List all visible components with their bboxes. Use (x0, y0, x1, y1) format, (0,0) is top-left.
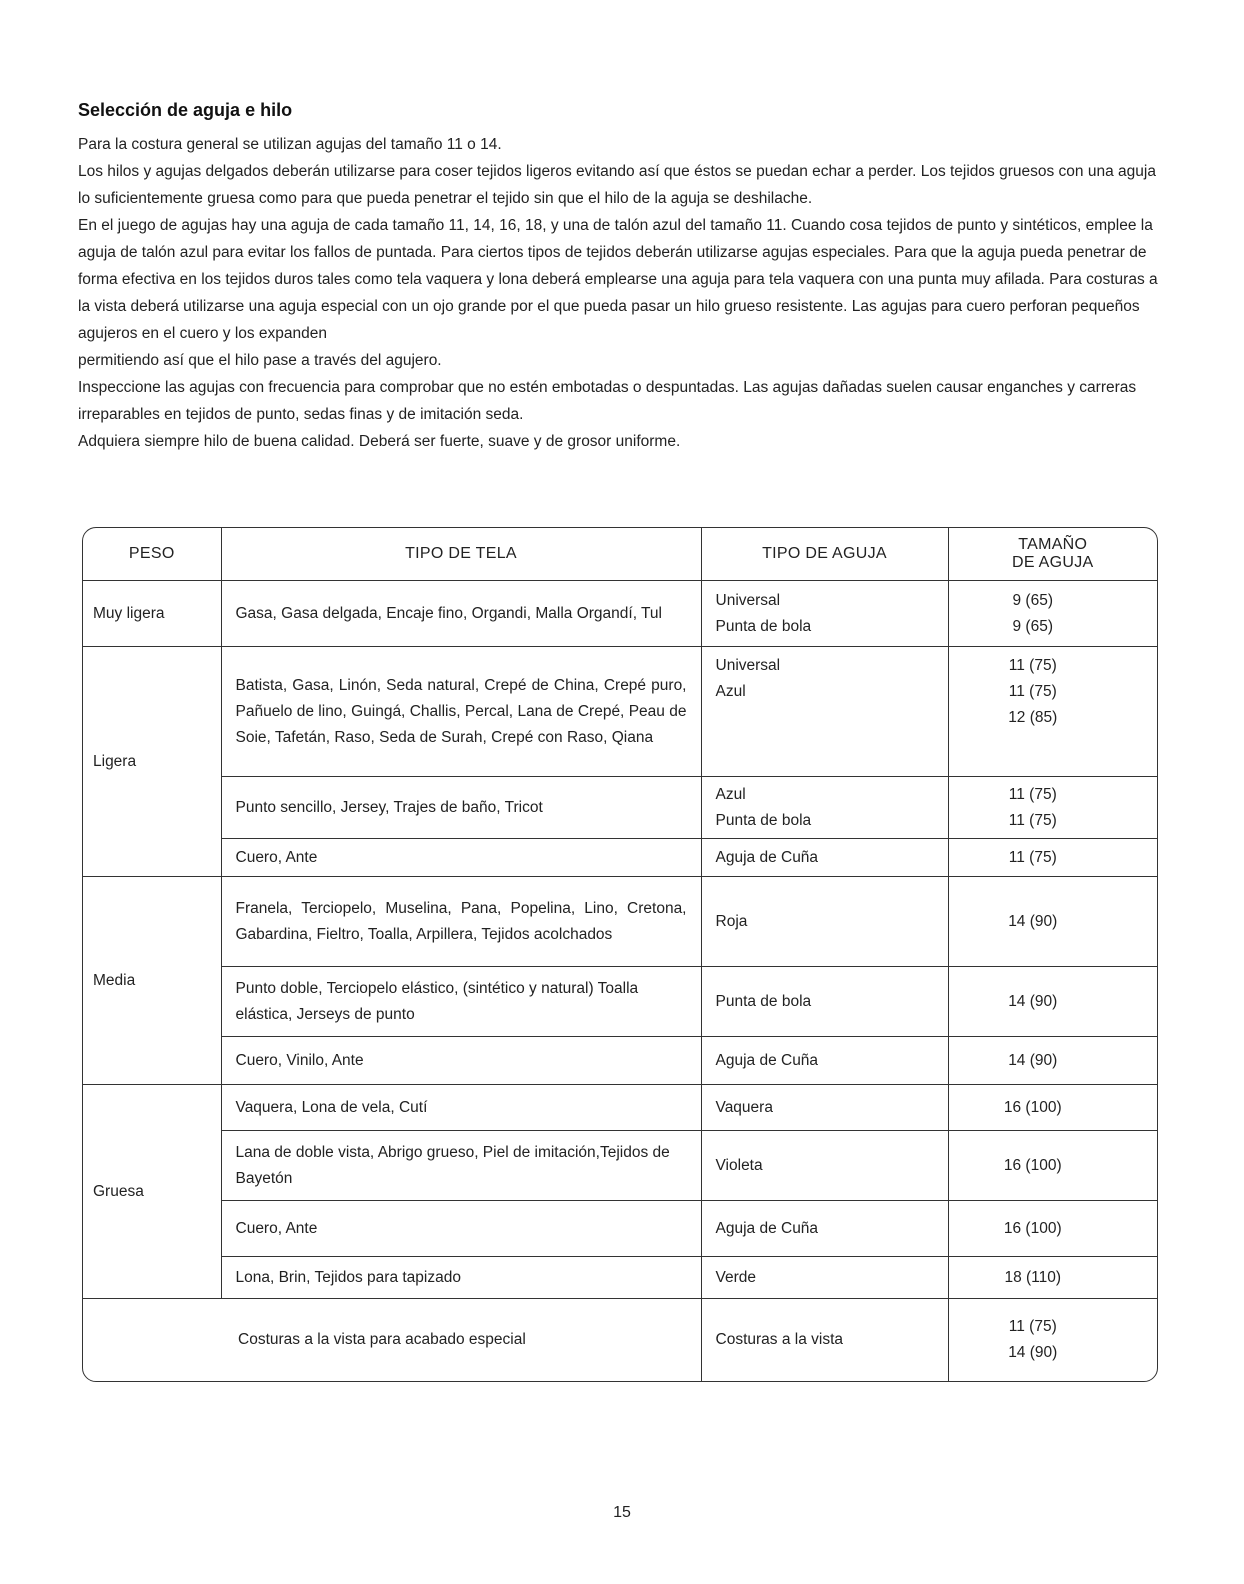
tamano-cell: 16 (100) (948, 1085, 1157, 1131)
tamano-value: 9 (65) (1012, 617, 1053, 635)
table-row (83, 967, 1157, 1037)
intro-paragraph: Los hilos y agujas delgados deberán utilizarse para coser tejidos ligeros evitando así que éstos se puedan echar a perder. Los tejidos gruesos con una aguja lo suficientemente gruesa como para que pueda penetrar el tejido sin que el hilo de la aguja se deshilache. (78, 163, 1156, 207)
tamano-cell: 11 (75) (948, 839, 1157, 877)
tela-cell: Punto sencillo, Jersey, Trajes de baño, Tricot (221, 777, 701, 839)
tela-cell: Cuero, Ante (221, 839, 701, 877)
table-header-row (83, 528, 1157, 581)
aguja-value: Universal (715, 657, 781, 674)
header-peso: PESO (83, 528, 221, 581)
table-row (83, 839, 1157, 877)
aguja-value: Punta de bola (715, 811, 812, 829)
tamano-cell: 16 (100) (948, 1201, 1157, 1257)
tamano-cell: 14 (90) (948, 967, 1157, 1037)
header-tamano (948, 528, 1157, 581)
tamano-value: 9 (65) (1012, 591, 1053, 609)
tela-cell: Vaquera, Lona de vela, Cutí (221, 1085, 701, 1131)
tamano-value: 12 (85) (1008, 709, 1058, 726)
table-row (83, 877, 1157, 967)
tela-cell: Costuras a la vista para acabado especial (83, 1299, 701, 1381)
aguja-cell: Costuras a la vista (701, 1299, 948, 1381)
intro-paragraph: Para la costura general se utilizan agujas del tamaño 11 o 14. (78, 136, 502, 153)
tamano-value: 11 (75) (1008, 683, 1057, 700)
header-tipo-aguja: TIPO DE AGUJA (701, 528, 948, 581)
table-row (83, 1257, 1157, 1299)
tela-cell: Gasa, Gasa delgada, Encaje fino, Organdi, Malla Organdí, Tul (221, 581, 701, 647)
tamano-value: 11 (75) (1008, 811, 1057, 829)
needle-thread-table (82, 527, 1158, 1382)
tamano-value: 11 (75) (1008, 785, 1057, 803)
aguja-cell (701, 777, 948, 839)
table-row (83, 777, 1157, 839)
peso-cell: Muy ligera (83, 581, 221, 647)
aguja-cell: Aguja de Cuña (701, 839, 948, 877)
peso-cell: Gruesa (83, 1085, 221, 1299)
page-number: 15 (613, 1504, 631, 1521)
tela-cell: Franela, Terciopelo, Muselina, Pana, Popelina, Lino, Cretona, Gabardina, Fieltro, Toalla, Arpillera, Tejidos acolchados (221, 877, 701, 967)
table-row (83, 647, 1157, 777)
intro-paragraph: En el juego de agujas hay una aguja de cada tamaño 11, 14, 16, 18, y una de talón azul del tamaño 11. Cuando cosa tejidos de punto y sintéticos, emplee la aguja de talón azul para evitar los fallos de puntada. Para ciertos tipos de tejidos deberán utilizarse agujas especiales. Para que la aguja pueda penetrar de forma efectiva en los tejidos duros tales como tela vaquera y lona deberá emplearse una aguja para tela vaquera con una punta muy afilada. Para costuras a la vista deberá utilizarse una aguja especial con un ojo grande por el que pueda pasar un hilo grueso resistente. Las agujas para cuero perforan pequeños agujeros en el cuero y los expanden (78, 217, 1158, 342)
tamano-value: 11 (75) (1008, 1317, 1057, 1335)
tamano-cell (948, 1299, 1157, 1381)
aguja-cell: Aguja de Cuña (701, 1037, 948, 1085)
aguja-value: Azul (715, 785, 746, 803)
peso-cell: Media (83, 877, 221, 1085)
tela-cell: Batista, Gasa, Linón, Seda natural, Crepé de China, Crepé puro, Pañuelo de lino, Guingá, Challis, Percal, Lana de Crepé, Peau de Soie, Tafetán, Raso, Seda de Surah, Crepé con Raso, Qiana (221, 647, 701, 777)
tela-cell: Lana de doble vista, Abrigo grueso, Piel de imitación,Tejidos de Bayetón (221, 1131, 701, 1201)
aguja-cell: Verde (701, 1257, 948, 1299)
tamano-cell: 14 (90) (948, 877, 1157, 967)
aguja-cell: Punta de bola (701, 967, 948, 1037)
tamano-cell (948, 777, 1157, 839)
intro-paragraph: Inspeccione las agujas con frecuencia para comprobar que no estén embotadas o despuntadas. Las agujas dañadas suelen causar enganches y carreras irreparables en tejidos de punto, sedas finas y de imitación seda. (78, 379, 1137, 423)
tamano-cell: 16 (100) (948, 1131, 1157, 1201)
section-title: Selección de aguja e hilo (78, 100, 293, 120)
tela-cell: Cuero, Ante (221, 1201, 701, 1257)
tamano-cell (948, 581, 1157, 647)
aguja-cell: Aguja de Cuña (701, 1201, 948, 1257)
tamano-cell (948, 647, 1157, 777)
needle-table (83, 528, 1157, 1381)
table-row (83, 581, 1157, 647)
aguja-value: Azul (715, 683, 746, 700)
table-row (83, 1131, 1157, 1201)
tamano-value: 14 (90) (1008, 1343, 1058, 1361)
aguja-cell: Roja (701, 877, 948, 967)
intro-text (78, 131, 1168, 455)
peso-cell: Ligera (83, 647, 221, 877)
tela-cell: Cuero, Vinilo, Ante (221, 1037, 701, 1085)
tamano-cell: 14 (90) (948, 1037, 1157, 1085)
table-row (83, 1299, 1157, 1381)
aguja-cell (701, 647, 948, 777)
header-tipo-tela: TIPO DE TELA (221, 528, 701, 581)
aguja-cell (701, 581, 948, 647)
tela-cell: Lona, Brin, Tejidos para tapizado (221, 1257, 701, 1299)
aguja-cell: Vaquera (701, 1085, 948, 1131)
header-tamano-line1: TAMAÑO (1018, 536, 1088, 553)
tamano-cell: 18 (110) (948, 1257, 1157, 1299)
intro-paragraph: Adquiera siempre hilo de buena calidad. Deberá ser fuerte, suave y de grosor uniforme. (78, 433, 681, 450)
table-row (83, 1037, 1157, 1085)
table-row (83, 1201, 1157, 1257)
tela-cell: Punto doble, Terciopelo elástico, (sintético y natural) Toalla elástica, Jerseys de punto (221, 967, 701, 1037)
header-tamano-line2: DE AGUJA (1011, 554, 1094, 571)
table-row (83, 1085, 1157, 1131)
aguja-cell: Violeta (701, 1131, 948, 1201)
tamano-value: 11 (75) (1008, 657, 1057, 674)
intro-paragraph: permitiendo así que el hilo pase a través del agujero. (78, 352, 442, 369)
aguja-value: Punta de bola (715, 617, 812, 635)
aguja-value: Universal (715, 591, 781, 609)
